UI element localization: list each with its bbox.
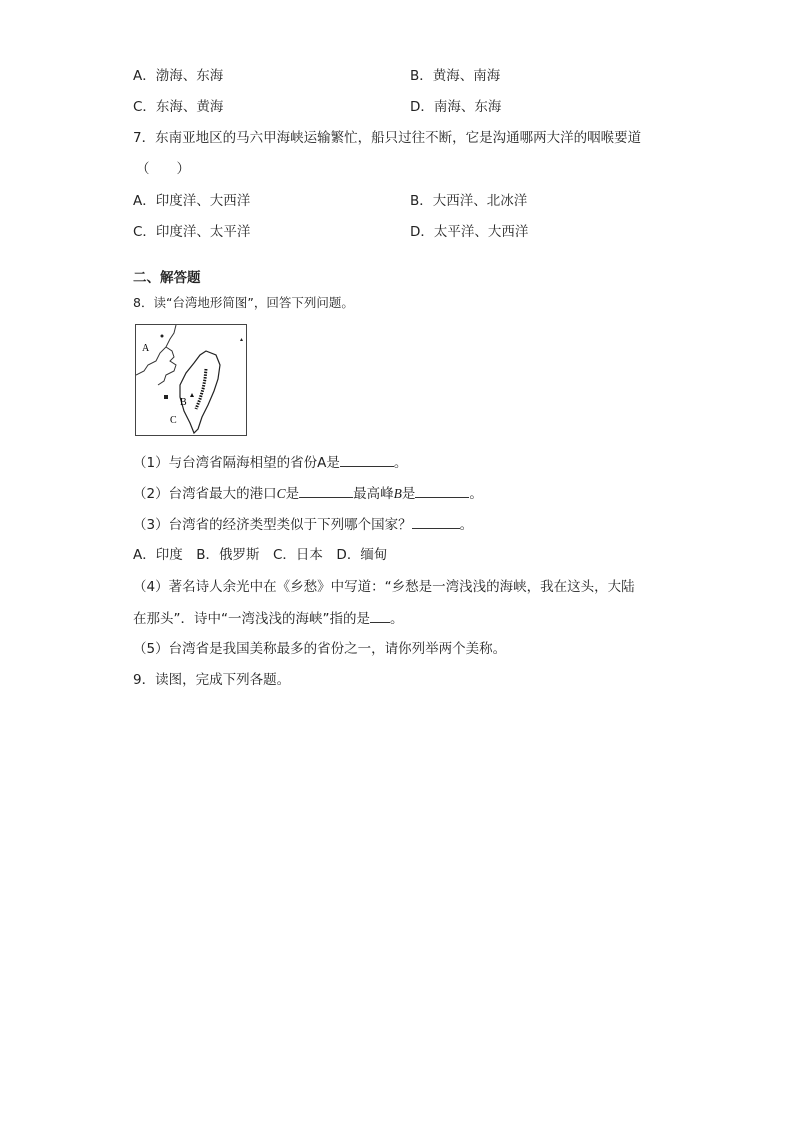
q8-sub4-end: 。 [389,611,404,627]
q6-option-c: C．东海、黄海 [133,99,224,115]
map-label-c: C [170,415,177,426]
q8-sub1-text: （1）与台湾省隔海相望的省份A是 [133,455,340,471]
q8-sub2-blank-peak[interactable] [415,483,469,498]
q8-sub1-end: 。 [393,455,408,471]
q8-sub3-end: 。 [459,517,474,533]
q8-stem: 8．读“台湾地形简图”，回答下列问题。 [133,295,354,310]
q7-option-d: D．太平洋、大西洋 [410,224,529,240]
q8-sub1 [133,452,407,473]
q8-sub3-blank[interactable] [412,514,460,529]
q8-sub4-line1: （4）著名诗人余光中在《乡愁》中写道：“乡愁是一湾浅浅的海峡，我在这头，大陆 [133,579,635,595]
q8-sub3-text: （3）台湾省的经济类型类似于下列哪个国家？ [133,517,412,533]
section-title: 二、解答题 [133,270,201,286]
q8-sub2-c: C [276,486,286,501]
q8-sub3 [133,514,473,535]
small-island-dot [161,335,164,338]
q8-sub5: （5）台湾省是我国美称最多的省份之一，请你列举两个美称。 [133,641,507,657]
q8-sub4-text: 在那头”．诗中“一湾浅浅的海峡”指的是 [133,611,370,627]
q8-sub1-blank[interactable] [340,452,394,467]
q7-option-a: A．印度洋、大西洋 [133,193,251,209]
q8-sub2-end: 。 [469,486,483,502]
q7-answer-paren: （ ） [136,161,190,177]
q8-sub3-options: A．印度 B．俄罗斯 C．日本 D．缅甸 [133,547,388,563]
taiwan-island [180,351,220,433]
q6-option-d: D．南海、东海 [410,99,502,115]
q7-option-c: C．印度洋、太平洋 [133,224,251,240]
q6-option-b: B．黄海、南海 [410,68,501,84]
q8-sub2 [133,483,483,504]
map-label-a: A [142,343,150,354]
map-label-b: B [180,397,187,408]
q8-sub2-peak-text: 最高峰 [353,486,394,502]
q8-sub4-blank[interactable] [370,608,390,623]
diaoyu-island-marker [240,338,243,341]
taiwan-map [135,324,247,436]
q7-option-b: B．大西洋、北冰洋 [410,193,528,209]
q6-option-a: A．渤海、东海 [133,68,224,84]
q8-sub2-blank-port[interactable] [299,483,353,498]
q8-sub2-b: B [393,486,402,501]
q9-stem: 9．读图，完成下列各题。 [133,672,291,688]
q8-sub4-line2 [133,608,403,629]
q8-sub2-is: 是 [285,486,300,502]
penghu-island [164,395,168,399]
q8-sub2-text: （2）台湾省最大的港口 [133,486,277,502]
taiwan-map-drawing [136,325,246,435]
q7-stem: 7．东南亚地区的马六甲海峡运输繁忙，船只过往不断，它是沟通哪两大洋的咽喉要道 [133,130,642,146]
q8-sub2-is2: 是 [401,486,416,502]
